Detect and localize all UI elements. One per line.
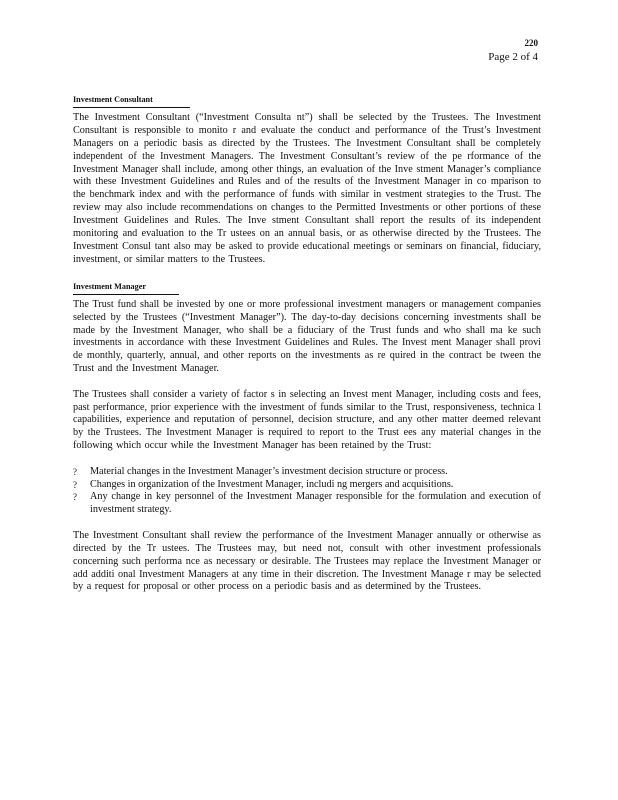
section-heading-investment-consultant: Investment Consultant (73, 94, 190, 108)
list-item-text: Material changes in the Investment Manager’s investment decision structure or process. (90, 465, 448, 477)
material-changes-list (73, 466, 541, 518)
page-indicator: Page 2 of 4 (488, 51, 538, 63)
list-item (73, 466, 541, 479)
manager-paragraph-1: The Trust fund shall be invested by one or more professional investment managers or management companies selected by the Trustees (“Investment Manager”). The day-to-day decisions concerning investments shall be made by the Investment Manager, who shall be a fiduciary of the Trust funds and who shall ma ke such investments in accordance with these Investment Guidelines and Rules. The Invest ment Manager shall provi de monthly, quarterly, annual, and other reports on the investments as re quired in the contract be tween the Trust and the Investment Manager. (73, 298, 541, 375)
manager-paragraph-3: The Investment Consultant shall review the performance of the Investment Manager annually or otherwise as directed by the Tr ustees. The Trustees may, but need not, consult with other investment professionals concerning such performa nce as necessary or desirable. The Trustees may replace the Investment Manager or add additi onal Investment Managers at any time in their discretion. The Investment Manage r may be selected by a request for proposal or other process on a periodic basis and as determined by the Trustees. (73, 529, 541, 593)
consultant-paragraph: The Investment Consultant (“Investment Consulta nt”) shall be selected by the Trustees. The Investment Consultant is responsible to monito r and evaluate the conduct and performance of the Trust’s Investment Managers on a periodic basis as directed by the Trustees. The Investment Consultant shall be completely independent of the Investment Managers. The Investment Consultant’s review of the pe rformance of the Investment Manager shall include, among other things, an evaluation of the Inve stment Manager’s compliance with these Investment Guidelines and Rules and of the results of the Investment Manager in co mparison to the benchmark index and with the performance of funds with similar in vestment strategies to the Trust. The review may also include recommendations on changes to the Permitted Investments or other portions of these Investment Guidelines and Rules. The Inve stment Consultant shall report the results of its independent monitoring and evaluation to the Tr ustees on an annual basis, or as otherwise directed by the Trustees. The Investment Consul tant also may be asked to provide educational meetings or seminars on financial, fiduciary, investment, or similar matters to the Trustees. (73, 111, 541, 265)
list-item (73, 491, 541, 517)
list-item-text: Any change in key personnel of the Investment Manager responsible for the formulation and execution of investment strategy. (90, 491, 541, 516)
document-number: 220 (524, 38, 538, 48)
bullet-glyph: ? (73, 466, 77, 477)
section-heading-investment-manager: Investment Manager (73, 281, 179, 295)
list-item-text: Changes in organization of the Investment Manager, includi ng mergers and acquisitions. (90, 478, 454, 490)
bullet-glyph: ? (73, 492, 77, 503)
document-body (73, 94, 541, 594)
manager-paragraph-2: The Trustees shall consider a variety of factor s in selecting an Invest ment Manager, including costs and fees, past performance, prior experience with the investment of funds similar to the Trust, responsiveness, technica l capabilities, experience and reputation of personnel, decision structure, and any other matter deemed relevant by the Trustees. The Investment Manager is required to report to the Trust ees any material changes in the following which occur while the Investment Manager has been retained by the Trust: (73, 388, 541, 452)
list-item (73, 479, 541, 492)
bullet-glyph: ? (73, 479, 77, 490)
